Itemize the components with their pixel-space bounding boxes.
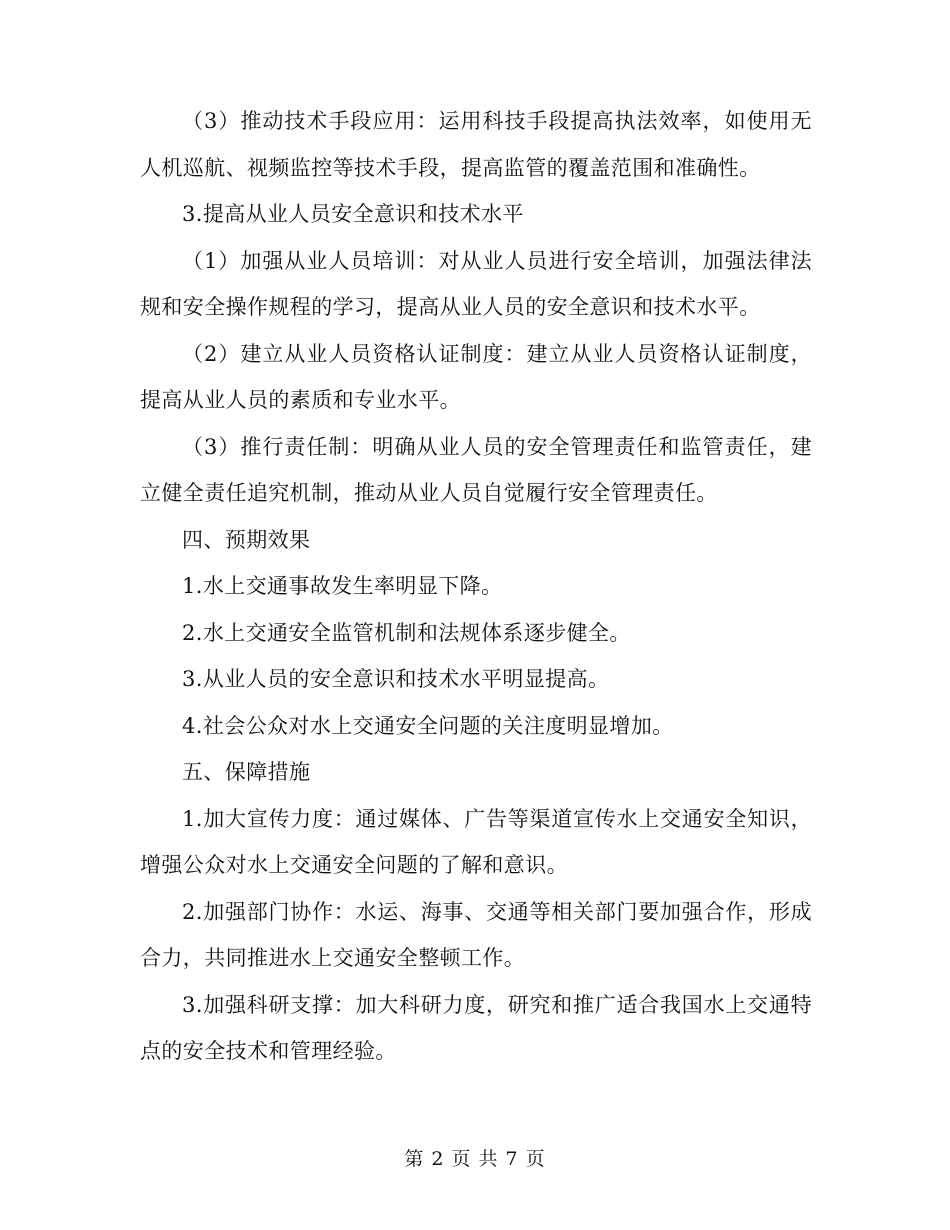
paragraph-staff-training: （1）加强从业人员培训：对从业人员进行安全培训，加强法律法规和安全操作规程的学习，提高从业人员的安全意识和技术水平。 — [140, 248, 812, 319]
list-item-effect-3: 3.从业人员的安全意识和技术水平明显提高。 — [182, 667, 610, 691]
section-heading-expected-effects: 四、预期效果 — [182, 527, 311, 552]
list-item-effect-4: 4.社会公众对水上交通安全问题的关注度明显增加。 — [182, 713, 674, 738]
list-item-effect-1: 1.水上交通事故发生率明显下降。 — [182, 574, 503, 598]
section-heading-safeguards: 五、保障措施 — [182, 760, 311, 784]
paragraph-qualification-system: （2）建立从业人员资格认证制度：建立从业人员资格认证制度，提高从业人员的素质和专业水平。 — [140, 341, 812, 412]
list-item-effect-2: 2.水上交通安全监管机制和法规体系逐步健全。 — [182, 620, 631, 645]
paragraph-responsibility-system: （3）推行责任制：明确从业人员的安全管理责任和监管责任，建立健全责任追究机制，推动从业人员自觉履行安全管理责任。 — [140, 434, 812, 505]
document-body — [140, 98, 812, 1075]
paragraph-publicity: 1.加大宣传力度：通过媒体、广告等渠道宣传水上交通安全知识，增强公众对水上交通安全问题的了解和意识。 — [140, 806, 812, 877]
paragraph-research: 3.加强科研支撑：加大科研力度，研究和推广适合我国水上交通特点的安全技术和管理经验。 — [140, 992, 812, 1063]
paragraph-cooperation: 2.加强部门协作：水运、海事、交通等相关部门要加强合作，形成合力，共同推进水上交通安全整顿工作。 — [140, 899, 812, 970]
heading-improve-staff: 3.提高从业人员安全意识和技术水平 — [182, 202, 524, 226]
paragraph-tech-application: （3）推动技术手段应用：运用科技手段提高执法效率，如使用无人机巡航、视频监控等技术手段，提高监管的覆盖范围和准确性。 — [140, 109, 812, 180]
page-number-footer: 第 2 页 共 7 页 — [404, 1148, 546, 1170]
